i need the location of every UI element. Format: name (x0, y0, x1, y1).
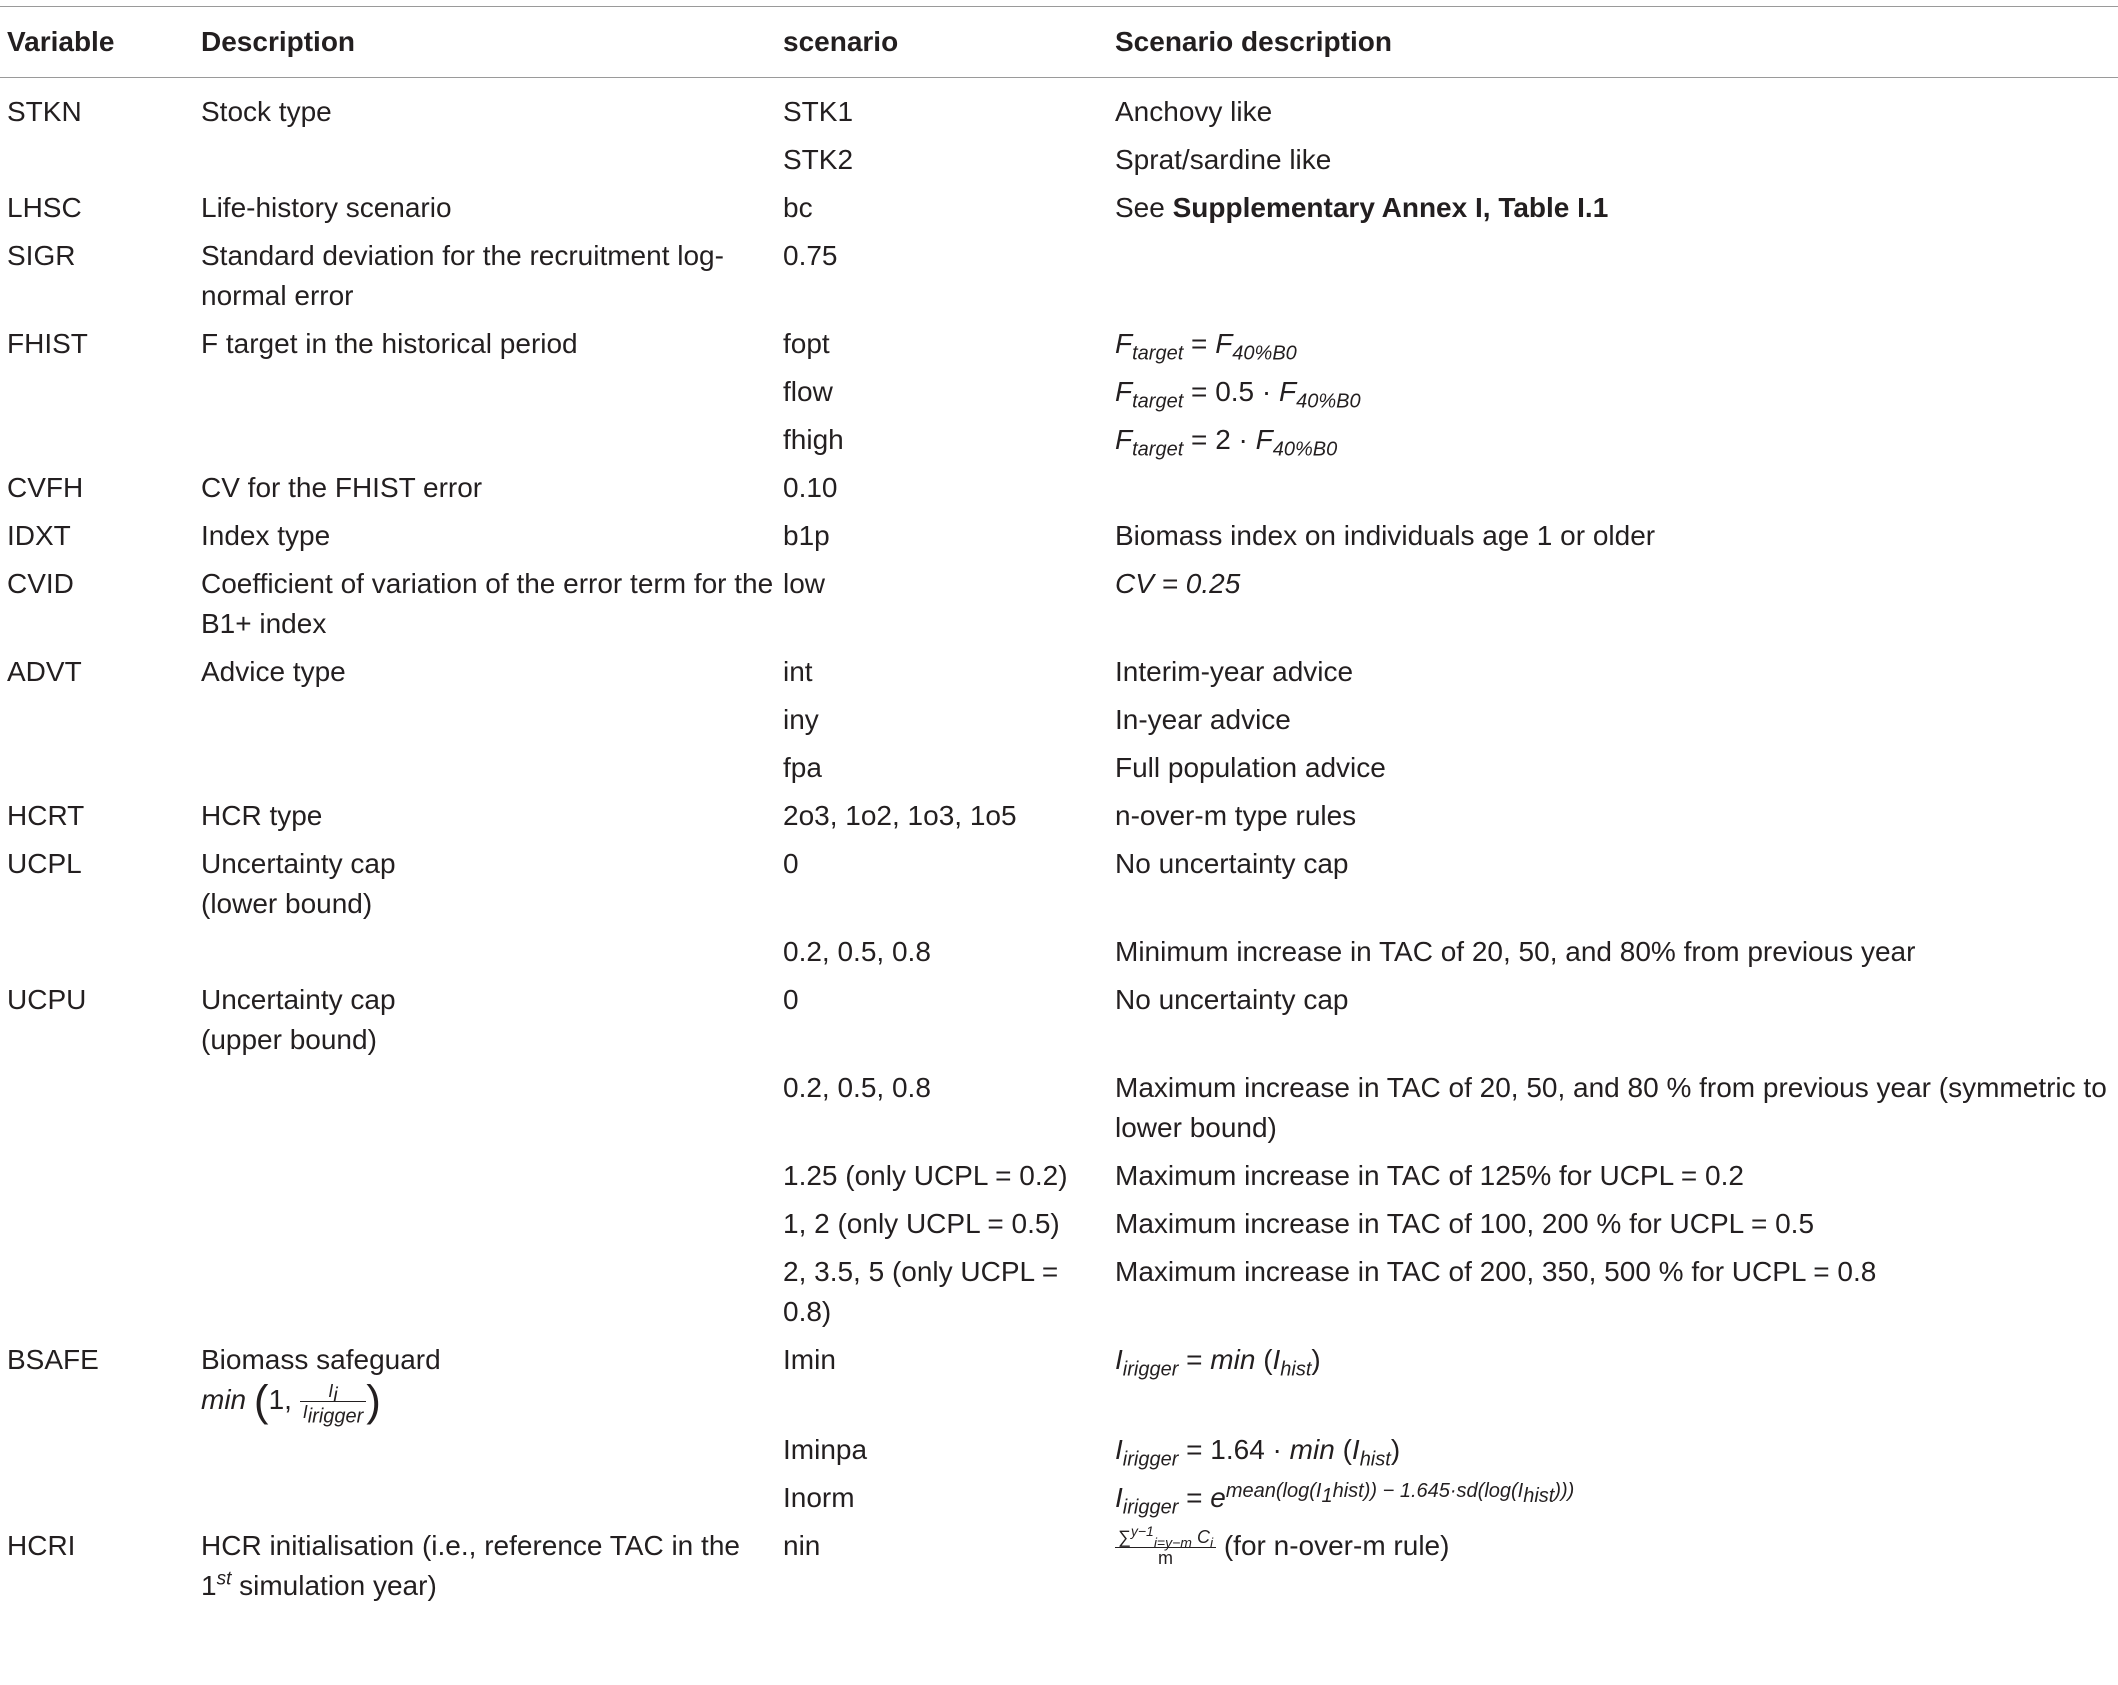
table-row (0, 792, 2118, 840)
table-row (0, 1426, 2118, 1474)
scenario-description-cell: Interim-year advice (1115, 656, 1354, 687)
scenario-description-cell: Sprat/sardine like (1115, 144, 1332, 175)
scenario-description-cell: $I_{irigger} = \min (I_{hist})$ (1115, 1344, 1321, 1381)
table-row (0, 1474, 2118, 1522)
scenario-description-cell: Maximum increase in TAC of 100, 200 % for UCPL = 0.5 (1115, 1208, 1815, 1239)
variable-cell: UCPL (7, 848, 82, 879)
table-row (0, 928, 2118, 976)
description-cell: CV for the FHIST error (201, 472, 483, 503)
table-row (0, 1522, 2118, 1610)
scenario-description-cell: In-year advice (1115, 704, 1291, 735)
table-row (0, 1200, 2118, 1248)
header-scenario: scenario (783, 26, 899, 57)
scenario-cell: 2, 3.5, 5 (only UCPL = 0.8) (783, 1256, 1059, 1327)
scenario-cell: nin (783, 1530, 821, 1562)
scenario-description-cell: n-over-m type rules (1115, 800, 1357, 831)
scenario-description-cell (1108, 184, 2118, 232)
description-cell: Coefficient of variation of the error term for the B1+ index (201, 568, 774, 639)
description-cell: F target in the historical period (201, 328, 578, 359)
table-row (0, 464, 2118, 512)
table-row (0, 560, 2118, 648)
header-scenario-description: Scenario description (1115, 26, 1392, 57)
scenario-cell: b1p (783, 520, 830, 551)
scenario-description-cell: Maximum increase in TAC of 200, 350, 500 % for UCPL = 0.8 (1115, 1256, 1877, 1287)
description-cell: Stock type (201, 96, 332, 127)
description-cell: HCR type (201, 800, 323, 831)
table-row (0, 696, 2118, 744)
scenario-cell: 1, 2 (only UCPL = 0.5) (783, 1208, 1060, 1239)
scenario-description-cell (1108, 320, 2118, 368)
variable-cell: HCRI (7, 1530, 76, 1562)
variable-cell: HCRT (7, 800, 85, 831)
scenario-cell: flow (783, 376, 833, 407)
scenario-description-cell: Maximum increase in TAC of 125% for UCPL = 0.2 (1115, 1160, 1744, 1191)
table-row (0, 1152, 2118, 1200)
scenario-cell: 0 (783, 984, 799, 1015)
table-row (0, 976, 2118, 1064)
scenario-cell: 0 (783, 848, 799, 879)
scenario-cell: iny (783, 704, 819, 735)
see-text: See (1115, 192, 1173, 223)
variable-cell: CVID (7, 568, 74, 599)
scenario-cell: 0.2, 0.5, 0.8 (783, 1072, 931, 1103)
scenario-cell: Inorm (783, 1482, 855, 1514)
table-row (0, 1336, 2118, 1426)
variable-cell: UCPU (7, 984, 87, 1015)
scenario-description-cell: No uncertainty cap (1115, 984, 1349, 1015)
scenario-cell: 0.10 (783, 472, 838, 503)
scenario-description-cell: $I_{irigger} = e^{mean(log(I_1hist)) - 1.645\cdot sd(log(I_{hist})))}$ (1115, 1479, 1575, 1519)
scenario-cell: 2o3, 1o2, 1o3, 1o5 (783, 800, 1017, 831)
scenario-cell: Iminpa (783, 1434, 868, 1466)
scenario-cell: 0.2, 0.5, 0.8 (783, 936, 931, 967)
scenario-cell: fhigh (783, 424, 844, 455)
scenario-description-cell: Maximum increase in TAC of 20, 50, and 80 % from previous year (symmetric to lower bound) (1115, 1072, 2107, 1143)
header-description: Description (201, 26, 356, 57)
sum-formula: $\frac{\sum^{y-1}_{i=y-m} C_i}{m}$ (1115, 1527, 1216, 1568)
description-cell: Uncertainty cap (upper bound) (201, 984, 396, 1055)
scenario-description-cell: CV = 0.25 (1115, 568, 1241, 599)
scenario-description-cell: Full population advice (1115, 752, 1386, 783)
scenario-description-cell: Biomass index on individuals age 1 or older (1115, 520, 1656, 551)
variable-cell: STKN (7, 96, 82, 127)
table-row (0, 368, 2118, 416)
scenario-description-cell: Minimum increase in TAC of 20, 50, and 80% from previous year (1115, 936, 1916, 967)
table-row (0, 1064, 2118, 1152)
scenario-description-cell: No uncertainty cap (1115, 848, 1349, 879)
header-row (0, 7, 2118, 78)
scenario-cell: bc (783, 192, 813, 223)
variable-cell: LHSC (7, 192, 82, 223)
variable-cell: BSAFE (7, 1344, 99, 1375)
description-cell: Standard deviation for the recruitment log-normal error (201, 240, 724, 311)
table-row (0, 416, 2118, 464)
variable-cell: ADVT (7, 656, 82, 687)
table-row (0, 136, 2118, 184)
description-cell: Life-history scenario (201, 192, 452, 223)
supplementary-reference: Supplementary Annex I, Table I.1 (1172, 192, 1609, 223)
ftarget-formula: $F_{target} = F_{40\%B0}$ (1115, 328, 1297, 365)
variable-cell: FHIST (7, 328, 88, 359)
safeguard-formula: min (1, $\frac{I_i}{I_{irigger}}$ ) (201, 1376, 381, 1428)
scenario-cell: STK1 (783, 96, 854, 127)
scenario-description-cell: $\frac{\sum^{y-1}_{i=y-m} C_i}{m}$ (for n-over-m rule) (1108, 1522, 2118, 1610)
scenario-cell: fpa (783, 752, 822, 783)
description-cell: HCR initialisation (i.e., reference TAC in the 1st simulation year) (201, 1530, 740, 1602)
scenario-description-cell (1108, 416, 2118, 464)
scenario-cell: 1.25 (only UCPL = 0.2) (783, 1160, 1068, 1191)
table-row (0, 1248, 2118, 1336)
description-cell: Uncertainty cap (lower bound) (201, 848, 396, 919)
parameter-table (0, 6, 2118, 1610)
table-row (0, 184, 2118, 232)
variable-cell: IDXT (7, 520, 71, 551)
scenario-description-cell: $I_{irigger} = 1.64 \cdot \min (I_{hist})$ (1115, 1434, 1401, 1471)
description-cell: Advice type (201, 656, 346, 687)
table-row (0, 78, 2118, 137)
scenario-description-cell (1108, 368, 2118, 416)
scenario-cell: 0.75 (783, 240, 838, 271)
variable-cell: CVFH (7, 472, 84, 503)
scenario-cell: int (783, 656, 813, 687)
table-row (0, 320, 2118, 368)
description-cell: Biomass safeguard min (1, $\frac{I_i}{I_{irigger}}$ ) (201, 1344, 441, 1428)
description-cell: Index type (201, 520, 331, 551)
variable-cell: SIGR (7, 240, 76, 271)
header-variable: Variable (7, 26, 115, 57)
table-row (0, 840, 2118, 928)
ftarget-formula: $F_{target} = 2 \cdot F_{40\%B0}$ (1115, 424, 1338, 461)
ftarget-formula: $F_{target} = 0.5 \cdot F_{40\%B0}$ (1115, 376, 1361, 413)
table-row (0, 232, 2118, 320)
scenario-cell: fopt (783, 328, 830, 359)
scenario-cell: STK2 (783, 144, 854, 175)
table-row (0, 744, 2118, 792)
scenario-description-cell: Anchovy like (1115, 96, 1273, 127)
scenario-cell: Imin (783, 1344, 836, 1375)
table-row (0, 512, 2118, 560)
table-row (0, 648, 2118, 696)
scenario-cell: low (783, 568, 826, 599)
